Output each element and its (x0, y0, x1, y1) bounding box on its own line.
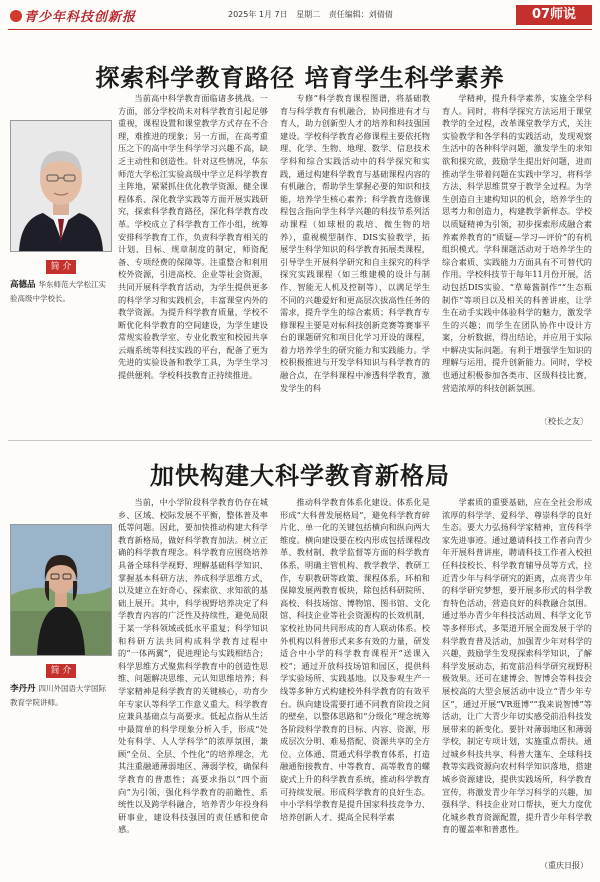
article1-col2-text: 专修“科学教育课程图谱，将基础教育与科学教育有机融合，协同推进有才与育人，助力创新型人才的培养和科技强国建设。学校科学教育必修课程主要依托物理、化学、生物、地理、数学、信息技术学科和综合实践活动中的科学探究和实践，通过构建科学教育与基础课程内容的有机融合，帮助学生掌握必要的知识和技能，培养学生核心素养；科学教育选修课程包含指向学生科学兴趣的科技节系列活动课程（如球根的栽培、微生物的培养），重视模型制作、DIS实验教学，拓展学生科学知识的科学教育拓展类课程，引导学生开展科学研究和自主探究的科学探究实践课程（如三维建模的设计与制作、智能无人机及控制等），以满足学生不同的兴趣爱好和更高层次拔高性任务的需求，提升学生的综合素质；科学教育专修课程主要是对标科技创新竞赛等赛事平台的课题研究和项目化学习开设的课程，着力培养学生的研究能力和实践能力。学校积极推进与开发学科知识与科学教育的融合点，在学科课程中渗透科学教育，激发学生的科 (280, 93, 430, 393)
article2-body (118, 496, 592, 870)
author-photo (10, 524, 112, 656)
article2-col2-text: 推动科学教育体系化建设。体系化是形成“大科普发展格局”，避免科学教育碎片化、单一化的关键包括横向和纵向两大维度。横向建设要在校内形成包括课程改革、教材制、教学监督等方面的科学教育体系，明确主管机构、教学教学、教研工作，专职教研等政策、课程体系，环柏和保障发展两教育板块，除包括科研院所、高校、科技场馆、博物馆、图书馆、文化馆、科技企业等社会资源构的长效机制，家校社协同共同形成的育人联动体系。校外机构以科普形式来多有效的力量，研发适合中小学的科学教育课程开“送课入校”；通过开放科技场馆和园区，提供科学实验场所、实践基地。以及参观生产一线等多种方式构建校外科学教育的有效平台。纵向建设需要打通不同教育阶段之间的壁垒，以整体思路和“分级化”理念统筹各阶段科学教育的目标、内容、资源，形成层次分明、难易搭配、资源共享的全方位、立体通、贯通式科学教育体系，打造融通衔接教育、中等教育、高等教育的螺旋式上升的科学教育系统，推动科学教育可持续发展。形成科学教育的良好生态。中小学科学教育是提升国家科技竞争力、培养创新人才、提高全民科学素 (280, 497, 430, 822)
masthead-logo (10, 6, 136, 25)
article2-column-2 (280, 496, 430, 870)
article2-headline: 加快构建大科学教育新格局 (150, 462, 450, 490)
masthead-rule (8, 29, 592, 30)
article1-headline: 探索科学教育路径 培育学生科学素养 (95, 64, 505, 92)
author-photo (10, 120, 112, 252)
portrait-woman-image (11, 525, 111, 655)
article1-col1-text: 当前高中科学教育面临诸多挑战。一方面，部分学校尚未对科学教育引起足够重视，课程设置和课堂教学方式存在不合理，难推进的现象；另一方面，在高考重压之下的高中学生科学学习兴趣不高，缺乏主动性和创造性。针对这些情况，华东师范大学松江实验高级中学立足科学教育主阵地，紧紧抓住优化教学资源、健全课程体系、深化教学实践等方面开展实践研究，探索科学教育路径，深化科学教育改革。学校成立了科学教育工作小组，统筹安排科学教育工作，负责科学教育相关的计划、目标、规章制度的制定，师资配备、专项经费的保障等。注重整合和利用校外资源，引进高校、企业等社会资源，共同开展科学教育活动，为学生提供更多的科学学习和实践机会，丰富课堂内外的教学资源。为提升科学教育质量，学校不断优化科学教育的空间建设，为学生建设常规实验教学室、专业化教室和校园共享云端系统等科技实践的平台，配备了更为先进的实验设备和教学工具，为学生学习提供便利。学校科技教育正持续推进。 (118, 93, 268, 381)
article1-body (118, 92, 592, 428)
article1-column-1 (118, 92, 268, 428)
article1-column-2 (280, 92, 430, 428)
article2-column-3 (442, 496, 592, 856)
logo-text: 青少年科技创新报 (24, 10, 137, 25)
masthead-info (228, 9, 399, 20)
article2-sidebar (10, 524, 112, 709)
portrait-man-image (11, 121, 111, 251)
page-section-tag: 07师说 (516, 5, 592, 25)
article1-sidebar (10, 120, 112, 305)
article2-col1-text: 当前，中小学阶段科学教育仍存在城乡、区域、校际发展不平衡，整体普及率低等问题。因此，要加快推动构建大科学教育新格局，做好科学教育加法。树立正确的科学教育理念。科学教育应围绕培养具备全球科学视野、理解基础科学知识、掌握基本科研方法、养成科学思维方式，以及建立在好奇心、探索欲、求知欲的基础上展开。其中，科学视野培养决定了科学教育内容的广泛性及持续性，避免局限于某一学科领域或低水平重复；科学知识和科研方法共同构成科学教育过程中的“一体两翼”，促进理论与实践相结合；科学思维方式聚焦科学教育中的创造性思维、问题解决思维、元认知思维培养；科学家精神是科学教育的关键核心，功育少年专家认等科学工作意义重大。科学教育应兼具基础点与高要求。低起点指从生活中最简单的科学现象分析入手，形成“处处有科学、人人学科学”的浓厚氛围，兼顾“全员、全层、个性化”的培养理念，尤其注重融通薄弱地区、薄弱学校，确保科学教育的普惠性；高要求指以“四个面向”为引领，强化科学教育的前瞻性、系统性以及跨学科融合，培养青少年投身科研事业，建设科技强国的责任感和使命感。 (118, 497, 268, 835)
author-bio (10, 278, 112, 305)
section-divider (8, 440, 592, 441)
issue-date: 2025年 1月 7日 (228, 10, 288, 19)
article1-col3-text: 学精神，提升科学素养，实施全学科育人。同时，将科学探究方法运用于课堂教学的全过程，改革课堂教学方式，关注实验教学和各学科的实践活动，发现观察生活中的各种科学问题，激发学生的求知欲和探究欲，鼓励学生提出好问题，进而推动学生带着问题在实践中学习，将科学方法、科学思维贯穿于教学全过程。为学生创造自主建构知识的机会，培养学生的思考力和创造力，构建教学新样态。学校以质疑精神为引领，初步探索形成融合素养素养教育的“质疑—学习—评价”的有机组织模式。学科课题活动对于培养学生的综合素质、实践能力方面具有不可替代的作用。学校科技节于每年11月份开展，活动包括DIS实验、“草莓酱制作”“生态瓶制作”等项目以及相关的科普讲座，让学生在动手实践中体验科学的魅力，激发学生的兴趣；而学生在团队协作中设计方案，分析数据，得出结论，并应用于实际中解决实际问题。有利于增强学生知识的理解与运用，提升创新能力。同时，学校也通过积极参加各类市、区级科技比赛，营造浓厚的科技创新氛围。 (442, 93, 592, 393)
bio-badge: 简 介 (46, 260, 76, 274)
sun-logo-icon (10, 10, 22, 22)
article1-byline: 〔校长之友〕 (540, 417, 588, 426)
author-name: 李丹丹 (10, 684, 36, 694)
author-bio (10, 682, 112, 709)
article2-col3-text: 学素质的重要基础，应在全社会形成浓厚的科学学、爱科学、尊崇科学的良好生态。要大力弘扬科学家精神，宣传科学家先进事迹。通过邀请科技工作者向青少年开展科普讲座，聘请科技工作者入校担任科技校长、科学教育辅导员等方式，拉近青少年与科学研究的距离，点亮青少年的科学研究梦想，要开展多形式的科学教育特色活动，营造良好的科教融合氛围。通过举办青少年科技活动周、科学文化节等多样形式，多渠道开展全面发展于学的科学教育普及活动，加强青少年对科学的兴趣，鼓励学生发现探索科学知识，了解科学发展动态，拓宽前沿科学研究视野积极效果。还可在建博会、智博会等科技会展校高的大型会展活动中设立“青少年专区”，通过开展“VR逛博”“我来说智博”等活动，让广大青少年切实感受前沿科技发展带来的新变化。要针对薄弱地区和薄弱学校，制定专项计划，实施重点帮扶。通过城乡科技共享、科普大篷车、全球科技教等实践资源向农村科学知识落地，搭建城乡资源建设，提供实践场所，科学教育宣传，将激发青少年学习科学的兴趣，加强科学、科技企业对口帮扶，更大力度优化城乡教育资源配置，提升青少年科学教育的覆盖率和普惠性。 (442, 497, 592, 835)
bio-badge: 简 介 (46, 664, 76, 678)
author-bio-text: 华东师范大学松江实验高级中学校长。 (10, 280, 107, 303)
article1-column-3 (442, 92, 592, 414)
issue-weekday: 星期二 (296, 10, 321, 19)
author-bio-text: 四川外国语大学国际教育学院讲师。 (10, 684, 107, 707)
article2-column-1 (118, 496, 268, 870)
masthead (0, 0, 600, 30)
article2-byline: （重庆日报） (540, 861, 588, 870)
author-name: 高德品 (10, 280, 36, 290)
editor-credit: 责任编辑：刘倩倩 (328, 10, 393, 19)
